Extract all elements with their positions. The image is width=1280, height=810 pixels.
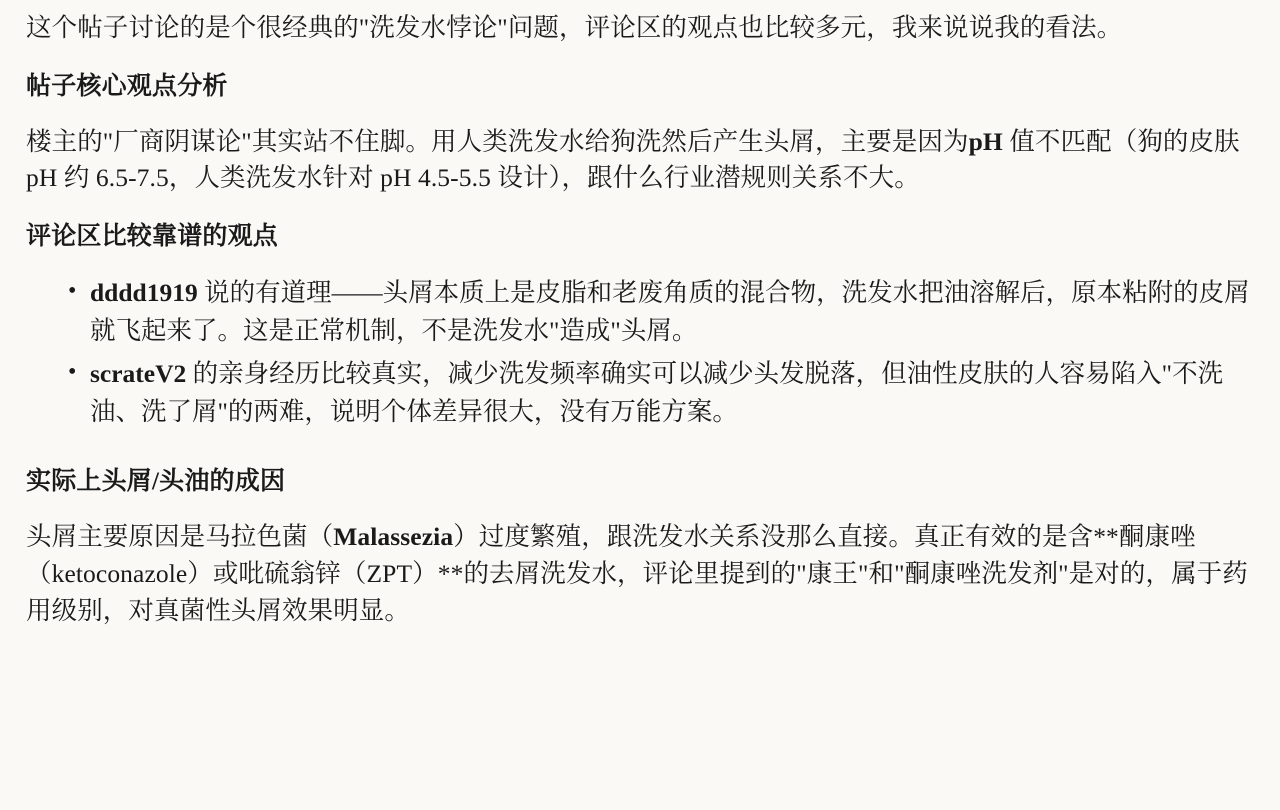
causes-text-1: 头屑主要原因是马拉色菌（ [26,522,334,552]
intro-paragraph: 这个帖子讨论的是个很经典的"洗发水悖论"问题，评论区的观点也比较多元，我来说说我的看法。 [26,13,1123,42]
list-item [26,274,1252,349]
comment-username: scrateV2 [90,359,187,389]
core-analysis-bold-ph: pH [968,126,1003,156]
causes-text-2: ）过度繁殖，跟洗发水关系没那么直接。真正有效的是含**酮康唑（ketoconazole）或吡硫翁锌（ZPT）**的去屑洗发水，评论里提到的"康王"和"酮康唑洗发剂"是对的，属于药用级别，对真菌性头屑效果明显。 [26,522,1248,625]
causes-paragraph [26,519,1252,629]
comment-username: dddd1919 [90,278,198,308]
core-analysis-text-2: 值不匹配（狗的皮肤 pH 约 6.5-7.5，人类洗发水针对 pH 4.5-5.5 设计），跟什么行业潜规则关系不大。 [26,126,1240,193]
causes-bold-malassezia: Malassezia [333,522,454,552]
list-item [26,355,1252,430]
section-heading-comments: 评论区比较靠谱的观点 [26,223,279,251]
section-heading-core-analysis: 帖子核心观点分析 [26,72,228,100]
core-analysis-paragraph [26,124,1252,197]
section-heading-causes: 实际上头屑/头油的成因 [26,468,286,496]
comment-text: 说的有道理——头屑本质上是皮脂和老废角质的混合物，洗发水把油溶解后，原本粘附的皮屑就飞起来了。这是正常机制，不是洗发水"造成"头屑。 [90,278,1250,345]
comment-text: 的亲身经历比较真实，减少洗发频率确实可以减少头发脱落，但油性皮肤的人容易陷入"不洗油、洗了屑"的两难，说明个体差异很大，没有万能方案。 [90,359,1224,426]
core-analysis-text-1: 楼主的"厂商阴谋论"其实站不住脚。用人类洗发水给狗洗然后产生头屑，主要是因为 [26,126,969,156]
comment-list [26,274,1252,430]
